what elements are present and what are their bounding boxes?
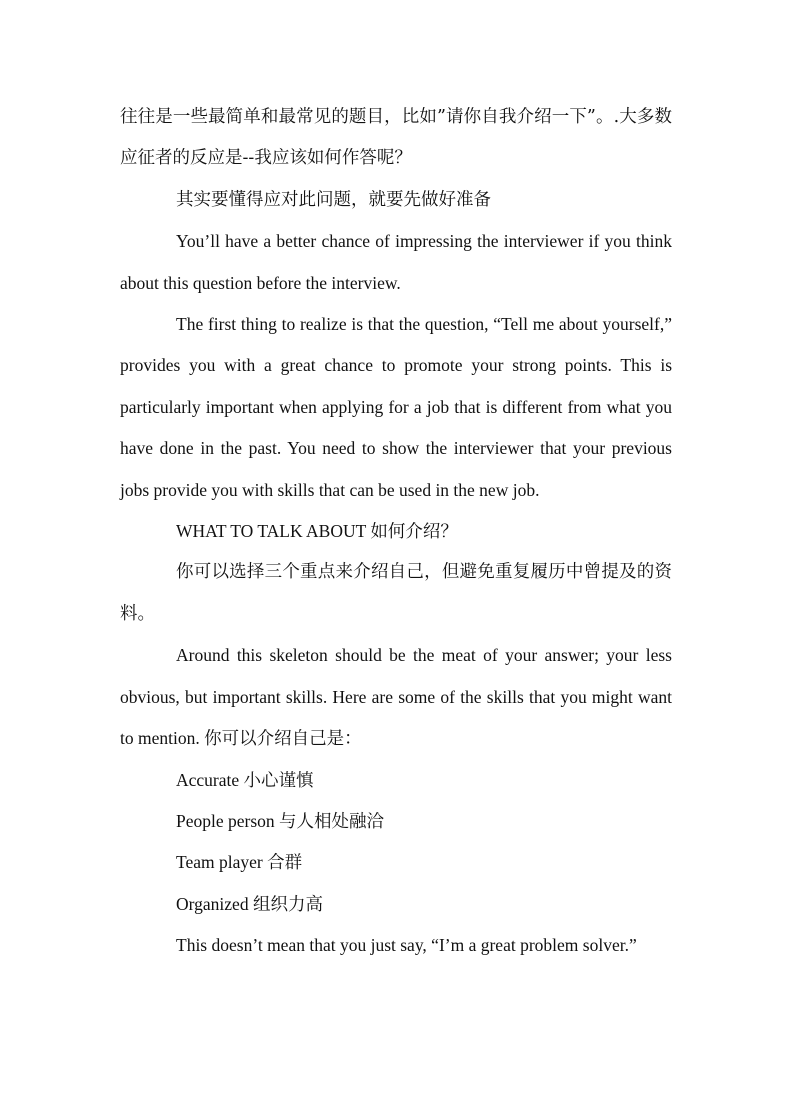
paragraph-skeleton: Around this skeleton should be the meat of your answer; your less obvious, but important skills. Here are some of the skills that you might want to mention. 你可以介绍自己是： (120, 645, 672, 749)
paragraph-intro: 往往是一些最简单和最常见的题目，比如”请你自我介绍一下”。.大多数应征者的反应是--我应该如何作答呢？ (120, 107, 672, 169)
list-item-team-player: Team player 合群 (176, 852, 303, 873)
paragraph-first-thing: The first thing to realize is that the question, “Tell me about yourself,” provides you with a great chance to promote your strong points. This is particularly important when applying for a job that is different from what you have done in the past. You need to show the interviewer that your previous jobs provide you with skills that can be used in the new job. (120, 314, 672, 500)
skills-list (120, 760, 672, 926)
list-item-accurate: Accurate 小心谨慎 (176, 769, 314, 790)
paragraph-closing: This doesn’t mean that you just say, “I’m a great problem solver.” (176, 935, 637, 956)
document-body (120, 97, 672, 967)
paragraph-prepare: 其实要懂得应对此问题，就要先做好准备 (176, 189, 491, 210)
paragraph-three-points: 你可以选择三个重点来介绍自己，但避免重复履历中曾提及的资料。 (120, 562, 672, 624)
list-item-organized: Organized 组织力高 (176, 893, 323, 914)
paragraph-better-chance: You’ll have a better chance of impressing the interviewer if you think about this question before the interview. (120, 231, 672, 293)
list-item-people-person: People person 与人相处融洽 (176, 810, 385, 831)
section-heading-what-to-talk-about: WHAT TO TALK ABOUT 如何介绍？ (176, 521, 458, 542)
